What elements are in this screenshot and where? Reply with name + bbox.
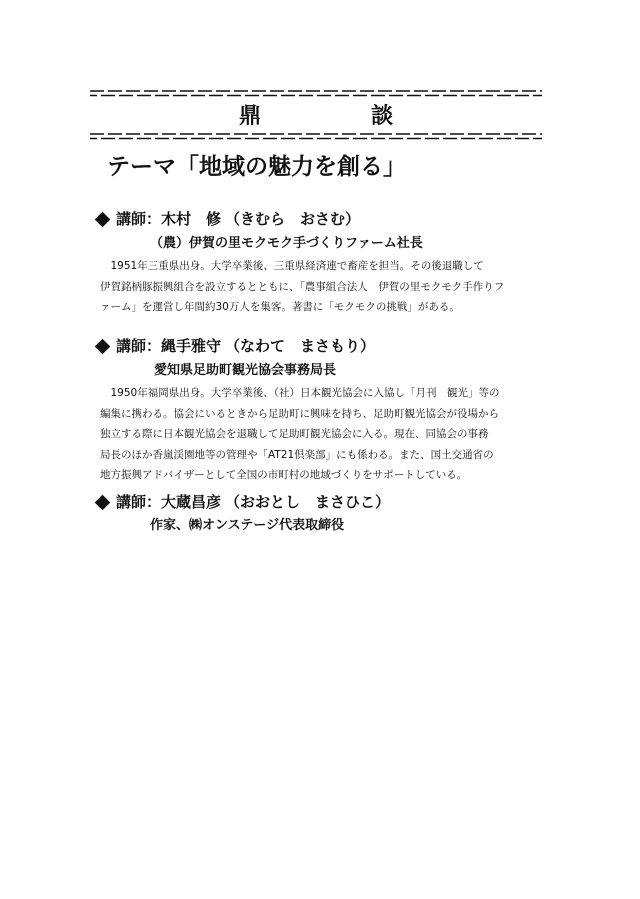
header-rule-bottom [90, 132, 542, 141]
lecturer-title: 作家、㈱オンステージ代表取締役 [150, 518, 345, 533]
lecturer-name: 木村 修 [161, 210, 222, 228]
page-title [90, 104, 542, 130]
page-title-right: 談 [371, 104, 394, 129]
bio-line: 編集に携わる。協会にいるときから足助町に興味を持ち、足助町観光協会が役場から [100, 407, 499, 420]
lecturer-name: 縄手雅守 [161, 337, 222, 355]
lecturer-reading: （おおとし まさひこ） [225, 493, 391, 511]
bio-line: 局長のほか香嵐渓園地等の管理や「AT21倶楽部」にも係わる。また、国土交通省の [100, 448, 494, 461]
lecturer-role: 講師： [116, 210, 162, 228]
lecturer-section [94, 336, 554, 486]
page-title-left: 鼎 [238, 104, 261, 129]
lecturer-section [94, 492, 554, 535]
lecturer-bio [94, 383, 552, 486]
lecturer-role: 講師： [116, 337, 162, 355]
theme-heading: テーマ「地域の魅力を創る」 [107, 154, 406, 180]
lecturer-reading: （なわて まさもり） [225, 337, 376, 355]
bio-line: 地方振興アドバイザーとして全国の市町村の地域づくりをサポートしている。 [100, 469, 468, 481]
lecturer-section [94, 209, 554, 318]
lecturer-heading [94, 209, 554, 229]
lecturer-bio [94, 256, 552, 318]
lecturer-title: （農）伊賀の里モクモク手づくりファーム社長 [150, 236, 423, 251]
bio-line: 伊賀銘柄豚振興組合を設立するとともに、「農事組合法人 伊賀の里モクモク手作りフ [100, 280, 505, 293]
header-rule-top [90, 89, 542, 98]
bio-line: ァーム」を運営し年間約30万人を集客。著書に「モクモクの挑戦」がある。 [100, 301, 460, 313]
diamond-bullet-icon [95, 494, 111, 510]
lecturer-reading: （きむら おさむ） [225, 210, 361, 228]
lecturer-name: 大蔵昌彦 [161, 493, 222, 511]
bio-line: 独立する際に日本観光協会を退職して足助町観光協会に入る。現在、同協会の事務 [100, 428, 489, 440]
diamond-bullet-icon [95, 211, 111, 227]
lecturer-role: 講師： [116, 493, 162, 511]
diamond-bullet-icon [95, 338, 111, 354]
bio-line: 1950年福岡県出身。大学卒業後、（社）日本観光協会に入協し「月刊 観光」等の [100, 387, 500, 399]
lecturer-heading [94, 492, 554, 512]
lecturer-heading [94, 336, 554, 356]
bio-line: 1951年三重県出身。大学卒業後、三重県経済連で畜産を担当。その後退職して [100, 260, 484, 272]
lecturer-title: 愛知県足助町観光協会事務局長 [154, 363, 337, 378]
